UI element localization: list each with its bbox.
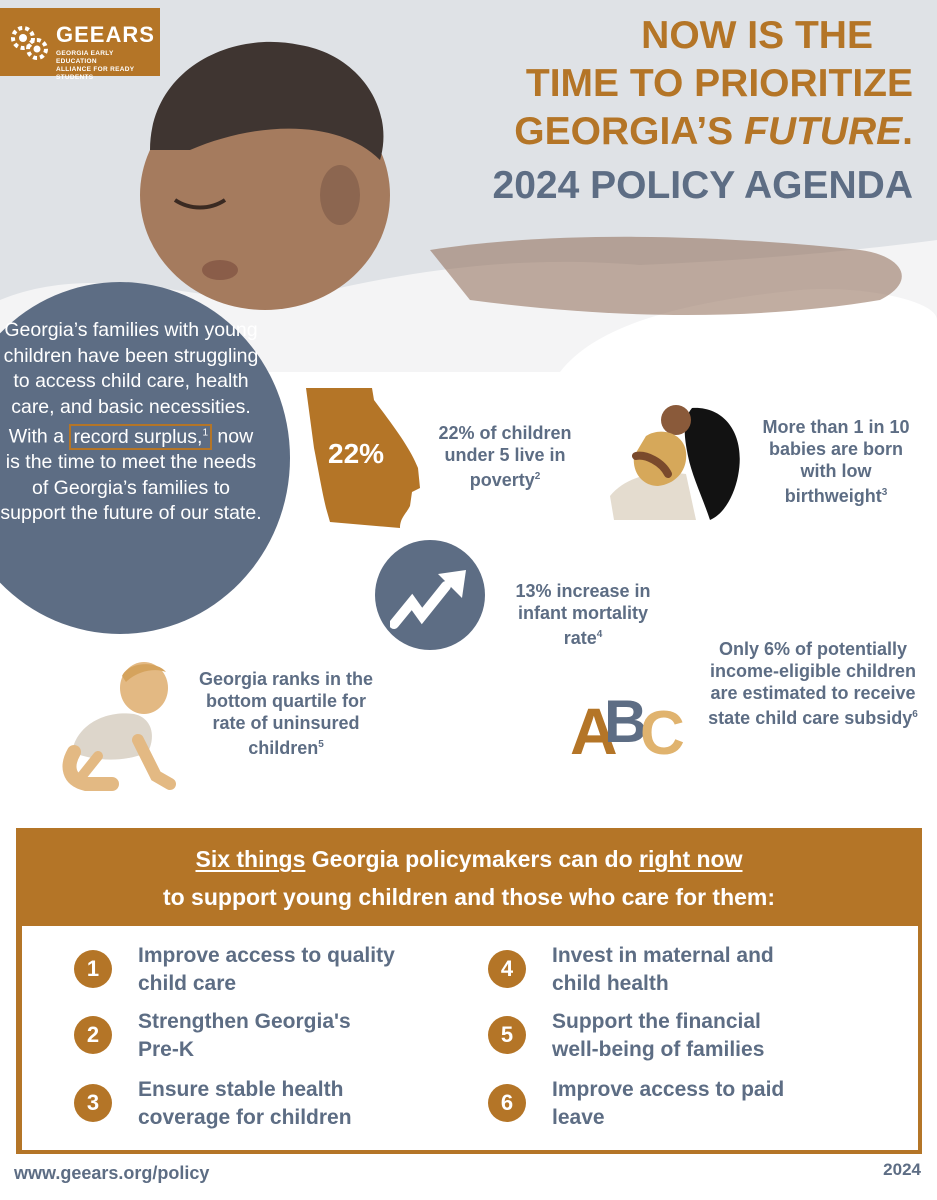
abc-letter-a: A	[570, 694, 618, 760]
list-item-line1: Ensure stable health	[138, 1078, 344, 1101]
footnote-ref-3: 3	[881, 487, 888, 498]
list-item-text	[552, 942, 872, 998]
headline-line3	[493, 108, 913, 156]
number-badge: 1	[74, 950, 112, 988]
uninsured-stat	[196, 668, 376, 759]
list-item-line2: leave	[552, 1106, 605, 1129]
list-item-text	[552, 1076, 872, 1132]
trending-up-arrow-icon	[390, 568, 474, 632]
brand-name: GEEARS	[56, 22, 155, 47]
six-things-heading	[16, 840, 922, 916]
footer-year: 2024	[883, 1160, 921, 1179]
birthweight-stat	[752, 416, 920, 507]
list-item-line2: well-being of families	[552, 1038, 765, 1061]
poverty-stat	[420, 422, 590, 491]
headline-future-word: FUTURE	[744, 110, 903, 153]
footnote-ref-5: 5	[318, 739, 324, 750]
brand-tagline-line1: GEORGIA EARLY EDUCATION	[56, 50, 114, 65]
right-now-underlined: right now	[639, 846, 743, 872]
list-item-text	[138, 1076, 458, 1132]
number-badge: 4	[488, 950, 526, 988]
policy-agenda-title: 2024 POLICY AGENDA	[492, 164, 913, 207]
footnote-ref-1: 1	[202, 427, 208, 438]
mortality-stat-text: 13% increase in infant mortality rate	[515, 581, 651, 648]
birthweight-stat-text: More than 1 in 10 babies are born with low birthweight	[762, 417, 910, 506]
list-item-line1: Strengthen Georgia's	[138, 1010, 351, 1033]
headline-line3-suffix: .	[902, 110, 913, 153]
poverty-stat-text: 22% of children under 5 live in poverty	[438, 423, 572, 490]
list-item-line2: child care	[138, 972, 237, 995]
abc-letter-c: C	[640, 699, 685, 760]
abc-blocks-icon	[570, 690, 694, 760]
subsidy-stat-text: Only 6% of potentially income-eligible children are estimated to receive state child care subsidy	[708, 639, 917, 728]
intro-text-after: now is the time to meet the needs of Georgia’s families to support the future of our state.	[0, 425, 262, 524]
brand-tagline	[56, 50, 156, 82]
footnote-ref-2: 2	[534, 471, 541, 482]
list-item-line1: Improve access to quality	[138, 944, 395, 967]
subsidy-stat	[700, 638, 926, 729]
intro-text-before: Georgia’s families with young children have been struggling to access child care, health care, and basic necessities. With a	[3, 319, 259, 448]
headline-line3-prefix: GEORGIA’S	[514, 110, 744, 153]
record-surplus-highlight	[69, 424, 212, 450]
number-badge: 2	[74, 1016, 112, 1054]
six-things-underlined: Six things	[195, 846, 306, 872]
uninsured-stat-text: Georgia ranks in the bottom quartile for rate of uninsured children	[198, 669, 374, 758]
six-things-list	[22, 926, 918, 1150]
list-item-line1: Support the financial	[552, 1010, 761, 1033]
footnote-ref-4: 4	[596, 629, 603, 640]
headline-line1: NOW IS THE	[641, 14, 873, 57]
record-surplus-text: record surplus,	[73, 425, 203, 448]
list-item-line2: child health	[552, 972, 669, 995]
page-headline	[493, 12, 913, 216]
number-badge: 6	[488, 1084, 526, 1122]
list-item-line1: Improve access to paid	[552, 1078, 785, 1101]
intro-paragraph	[0, 318, 262, 527]
six-things-heading-line2: to support young children and those who care for them:	[162, 884, 776, 910]
number-badge: 5	[488, 1016, 526, 1054]
brand-tagline-line2: ALLIANCE FOR READY STUDENTS	[56, 66, 135, 81]
list-item-text	[552, 1008, 872, 1064]
gears-logo-icon	[8, 22, 52, 66]
geears-logo	[0, 8, 160, 81]
list-item-text	[138, 942, 458, 998]
headline-line2: TIME TO PRIORITIZE	[525, 62, 913, 105]
poverty-percent: 22%	[328, 438, 385, 469]
list-item-line2: Pre-K	[138, 1038, 195, 1061]
footnote-ref-6: 6	[912, 709, 918, 720]
six-things-heading-line1	[16, 840, 922, 878]
abc-letter-b: B	[604, 690, 648, 755]
mortality-stat	[498, 580, 668, 649]
crawling-baby-icon	[52, 656, 192, 794]
six-things-heading-mid: Georgia policymakers can do	[305, 846, 640, 872]
list-item-text	[138, 1008, 458, 1064]
list-item-line2: coverage for children	[138, 1106, 352, 1129]
list-item-line1: Invest in maternal and	[552, 944, 774, 967]
policy-url-link[interactable]: www.geears.org/policy	[14, 1163, 210, 1183]
number-badge: 3	[74, 1084, 112, 1122]
mother-and-baby-icon	[606, 396, 756, 520]
